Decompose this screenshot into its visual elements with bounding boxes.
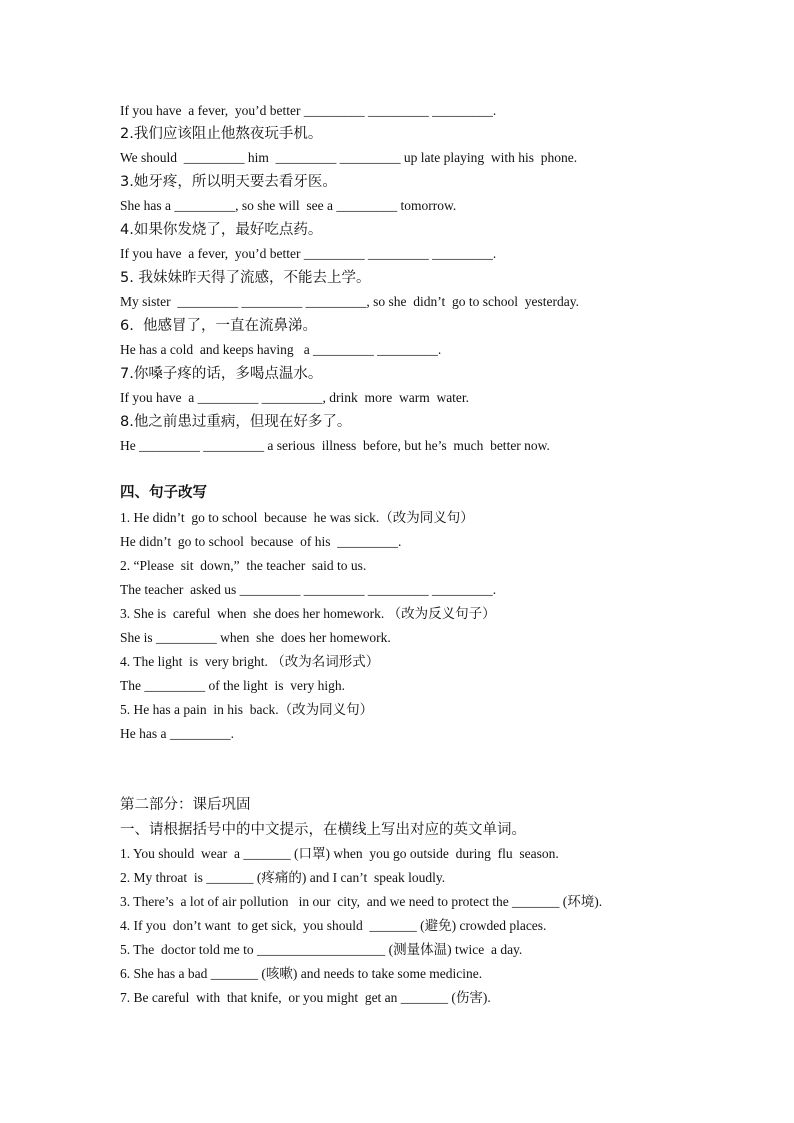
translation-line: She has a _________, so she will see a _________ tomorrow. — [120, 198, 457, 213]
rewrite-question: 4. The light is very bright. （改为名词形式） — [120, 654, 380, 669]
vocab-question: 4. If you don’t want to get sick, you should _______ (避免) crowded places. — [120, 918, 547, 933]
rewrite-answer: She is _________ when she does her homework. — [120, 630, 391, 645]
rewrite-question: 1. He didn’t go to school because he was sick.（改为同义句） — [120, 510, 474, 525]
vocab-question: 6. She has a bad _______ (咳嗽) and needs to take some medicine. — [120, 966, 483, 981]
part-two-instructions: 一、请根据括号中的中文提示，在横线上写出对应的英文单词。 — [120, 822, 526, 838]
translation-prompt: 4.如果你发烧了，最好吃点药。 — [120, 222, 323, 238]
section-heading-rewrite: 四、句子改写 — [120, 485, 207, 501]
translation-line: If you have a fever, you’d better _________ _________ _________. — [120, 103, 497, 118]
translation-line: My sister _________ _________ _________, so she didn’t go to school yesterday. — [120, 294, 579, 309]
translation-line: If you have a _________ _________, drink more warm water. — [120, 390, 470, 405]
vocab-question: 3. There’s a lot of air pollution in our city, and we need to protect the _______ (环境). — [120, 894, 603, 909]
translation-prompt: 3.她牙疼，所以明天要去看牙医。 — [120, 174, 337, 190]
rewrite-answer: The _________ of the light is very high. — [120, 678, 345, 693]
translation-line: We should _________ him _________ _________ up late playing with his phone. — [120, 150, 578, 165]
rewrite-question: 2. “Please sit down,” the teacher said to us. — [120, 558, 367, 573]
vocab-question: 5. The doctor told me to ___________________ (测量体温) twice a day. — [120, 942, 523, 957]
vocab-question: 1. You should wear a _______ (口罩) when you go outside during flu season. — [120, 846, 559, 861]
translation-prompt: 6. 他感冒了，一直在流鼻涕。 — [120, 318, 318, 334]
translation-prompt: 8.他之前患过重病，但现在好多了。 — [120, 414, 352, 430]
translation-line: He has a cold and keeps having a _________ _________. — [120, 342, 442, 357]
rewrite-answer: He didn’t go to school because of his _________. — [120, 534, 402, 549]
vocab-question: 7. Be careful with that knife, or you might get an _______ (伤害). — [120, 990, 491, 1005]
rewrite-answer: He has a _________. — [120, 726, 234, 741]
part-two-title: 第二部分：课后巩固 — [120, 797, 251, 813]
translation-prompt: 7.你嗓子疼的话，多喝点温水。 — [120, 366, 323, 382]
translation-prompt: 5. 我妹妹昨天得了流感，不能去上学。 — [120, 270, 371, 286]
rewrite-question: 5. He has a pain in his back.（改为同义句） — [120, 702, 374, 717]
rewrite-question: 3. She is careful when she does her homework. （改为反义句子） — [120, 606, 496, 621]
vocab-question: 2. My throat is _______ (疼痛的) and I can’t speak loudly. — [120, 870, 446, 885]
rewrite-answer: The teacher asked us _________ _________ _________ _________. — [120, 582, 497, 597]
translation-line: If you have a fever, you’d better _________ _________ _________. — [120, 246, 497, 261]
translation-line: He _________ _________ a serious illness before, but he’s much better now. — [120, 438, 550, 453]
translation-prompt: 2.我们应该阻止他熬夜玩手机。 — [120, 126, 323, 142]
